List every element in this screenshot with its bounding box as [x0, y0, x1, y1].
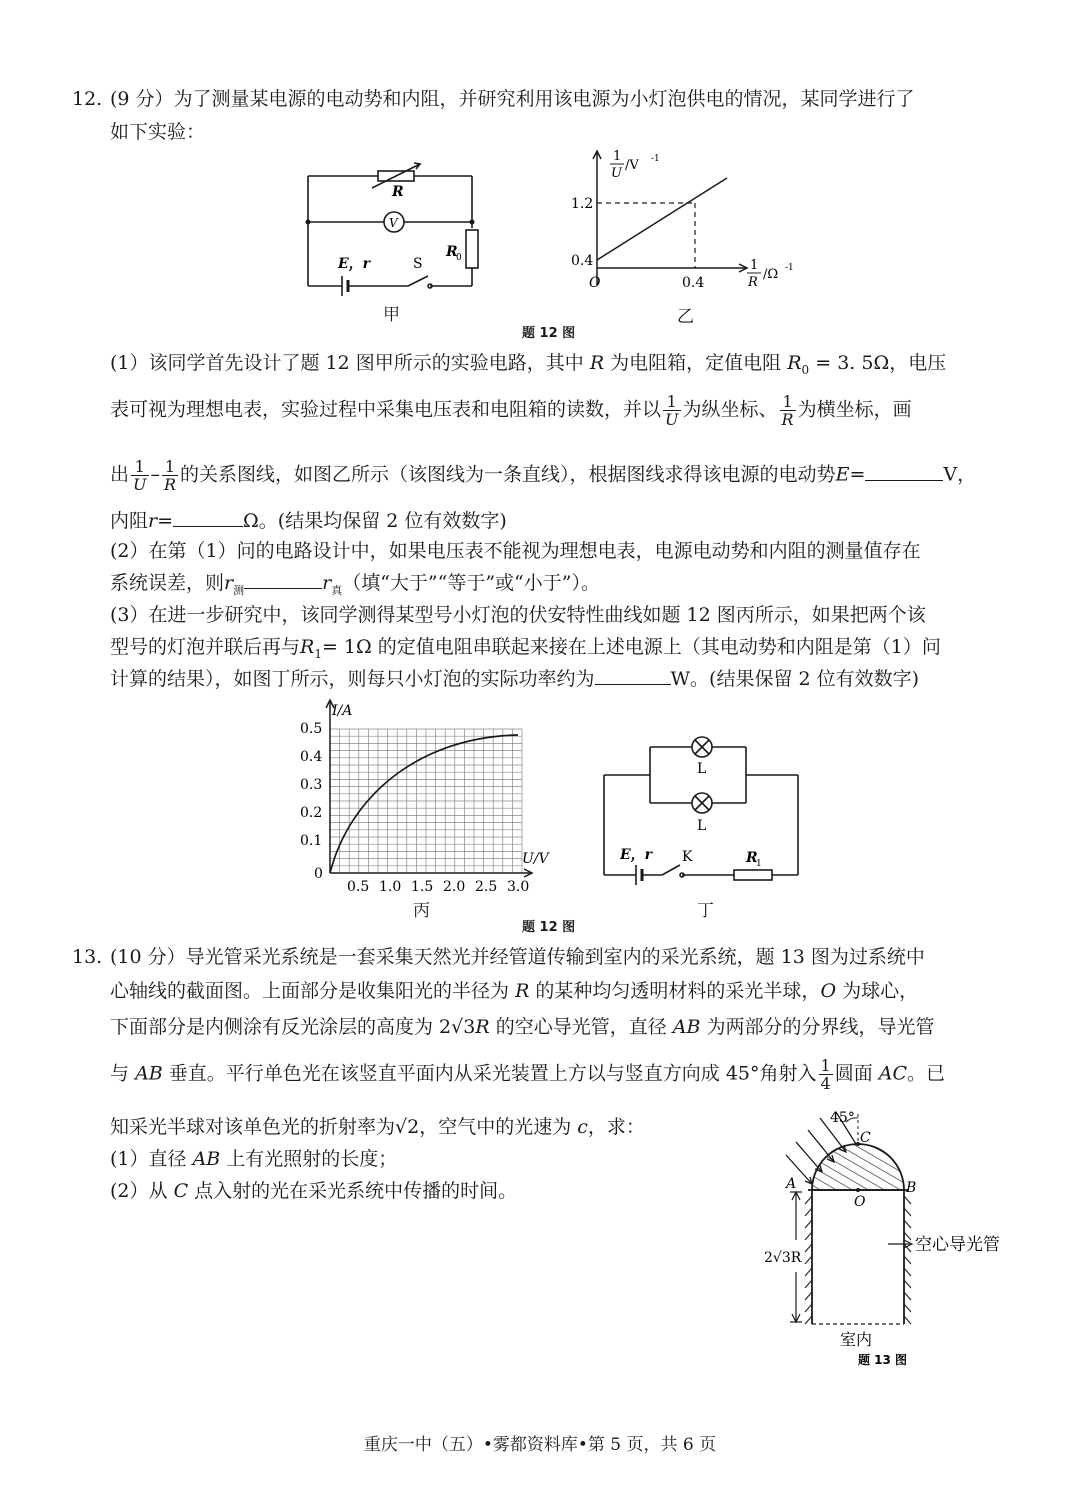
label-R: R	[392, 184, 404, 200]
label-S: S	[413, 256, 423, 272]
iv-curve	[330, 735, 518, 873]
fig-caption-12a: 题 12 图	[522, 326, 576, 341]
circuit-jia	[300, 160, 490, 300]
q13-line2: 心轴线的截面图。上面部分是收集阳光的半径为 R 的某种均匀透明材料的采光半球，O 为球心，	[110, 980, 919, 1002]
fig-ding-label: 丁	[697, 901, 714, 921]
origin-0: 0	[314, 866, 323, 882]
x-axis-label-UV: U/V	[522, 851, 549, 867]
page-footer: 重庆一中（五）•雾都资料库•第 5 页，共 6 页	[363, 1435, 717, 1455]
blank-compare[interactable]	[244, 568, 322, 589]
q12-p1-line2: 表可视为理想电表，实验过程中采集电压表和电阻箱的读数，并以 $\frac{1}{U}$ 为纵坐标、 $\frac{1}{R}$ 为横坐标，画	[110, 392, 912, 429]
svg-text:R: R	[746, 850, 758, 866]
circuit-ding	[598, 725, 808, 890]
svg-text:-1: -1	[651, 154, 660, 164]
svg-text:O: O	[854, 1194, 866, 1210]
svg-text:-1: -1	[785, 263, 794, 273]
svg-text:1: 1	[756, 859, 762, 869]
y-tick: 0.4	[300, 749, 323, 765]
y-tick-0.4: 0.4	[571, 253, 594, 269]
svg-text:45°: 45°	[830, 1110, 855, 1126]
graph-bing	[290, 695, 550, 900]
label-V: V	[389, 216, 398, 230]
q13-sub1: (1）直径 AB 上有光照射的长度；	[110, 1148, 398, 1170]
q12-p3-line2: 型号的灯泡并联后再与$R_1= 1\Omega$ 的定值电阻串联起来接在上述电源上（其电动势和内阻是第（1）问	[110, 636, 941, 661]
svg-text:题 13 图: 题 13 图	[858, 1353, 908, 1367]
svg-text:L: L	[697, 761, 707, 777]
x-tick: 3.0	[507, 879, 530, 895]
svg-text:1: 1	[613, 149, 622, 164]
q12-number: 12.	[72, 88, 103, 110]
svg-text:E，r: E，r	[620, 847, 653, 863]
q13-line3: 下面部分是内侧涂有反光涂层的高度为 2√3R 的空心导光管，直径 AB 为两部分的分界线，导光管	[110, 1016, 935, 1038]
q12-p1-line3: 出 $\frac{1}{U}$ – $\frac{1}{R}$ 的关系图线，如图乙所示（该图线为一条直线），根据图线求得该电源的电动势E= V，	[110, 457, 977, 494]
y-tick: 0.5	[300, 721, 323, 737]
q13-number: 13.	[72, 946, 103, 968]
q13-sub2: (2）从 C 点入射的光在采光系统中传播的时间。	[110, 1180, 518, 1202]
x-tick: 1.0	[379, 879, 402, 895]
svg-text:C: C	[860, 1130, 871, 1146]
q12-p3-line1: (3）在进一步研究中，该同学测得某型号小灯泡的伏安特性曲线如题 12 图丙所示，如果把两个该	[110, 604, 926, 626]
y-axis-label: /V	[625, 158, 639, 173]
q13-line5: 知采光半球对该单色光的折射率为√2，空气中的光速为 c，求：	[110, 1116, 645, 1138]
q12-p1-line1: (1）该同学首先设计了题 12 图甲所示的实验电路，其中 R 为电阻箱，定值电阻 $R_0 = 3$. 5Ω，电压	[110, 352, 947, 377]
fig-yi-label: 乙	[677, 307, 694, 327]
svg-text:空心导光管: 空心导光管	[915, 1235, 1000, 1255]
y-tick: 0.1	[300, 833, 323, 849]
x-tick: 2.0	[443, 879, 466, 895]
blank-r[interactable]	[173, 506, 243, 527]
x-tick-0.4: 0.4	[682, 275, 705, 291]
q12-intro-line2: 如下实验：	[110, 121, 206, 143]
fig-caption-12b: 题 12 图	[522, 920, 576, 935]
q12-p3-line3: 计算的结果），如图丁所示，则每只小灯泡的实际功率约为 W。(结果保留 2 位有效数字)	[110, 664, 919, 694]
resistor-R1	[734, 870, 772, 880]
x-tick: 0.5	[347, 879, 370, 895]
label-Er: E，r	[338, 256, 371, 272]
x-axis-label: /Ω	[763, 267, 779, 282]
resistor-R0	[466, 230, 478, 268]
svg-text:B: B	[906, 1180, 917, 1196]
label-R0: R	[446, 244, 458, 260]
fig-bing-label: 丙	[413, 901, 430, 921]
label-R0-sub: 0	[456, 253, 462, 263]
q12-p2-line1: (2）在第（1）问的电路设计中，如果电压表不能视为理想电表，电源电动势和内阻的测量值存在	[110, 540, 921, 562]
x-tick: 1.5	[411, 879, 434, 895]
svg-text:室内: 室内	[840, 1330, 873, 1349]
svg-text:R: R	[748, 275, 758, 290]
fig-13	[760, 1100, 1020, 1375]
fig-jia-label: 甲	[383, 305, 400, 325]
svg-text:K: K	[682, 849, 693, 865]
svg-text:L: L	[697, 818, 707, 834]
q12-p1-line4: 内阻r= Ω。(结果均保留 2 位有效数字)	[110, 506, 507, 536]
q12-intro-line1: (9 分）为了测量某电源的电动势和内阻，并研究利用该电源为小灯泡供电的情况，某同学进行了	[110, 88, 915, 110]
y-axis-label-IA: I/A	[332, 703, 353, 719]
q12-p2-line2: 系统误差，则$r_测$ $r_真$（填“大于”“等于”或“小于”）。	[110, 568, 600, 606]
y-tick: 0.3	[300, 777, 323, 793]
blank-power[interactable]	[595, 664, 671, 685]
graph-yi	[565, 145, 805, 305]
svg-text:1: 1	[750, 258, 759, 273]
svg-text:A: A	[786, 1176, 797, 1192]
q13-line4: 与 AB 垂直。平行单色光在该竖直平面内从采光装置上方以与竖直方向成 45°角射入 $\frac{1}{4}$ 圆面 AC。已	[110, 1056, 946, 1093]
q13-line1: (10 分）导光管采光系统是一套采集天然光并经管道传输到室内的采光系统，题 13 图为过系统中	[110, 946, 925, 968]
y-tick: 0.2	[300, 805, 323, 821]
svg-text:2√3R: 2√3R	[764, 1250, 802, 1266]
blank-E[interactable]	[865, 460, 943, 481]
y-tick-1.2: 1.2	[571, 196, 594, 212]
origin: O	[589, 275, 601, 291]
x-tick: 2.5	[475, 879, 498, 895]
svg-text:U: U	[611, 166, 622, 181]
